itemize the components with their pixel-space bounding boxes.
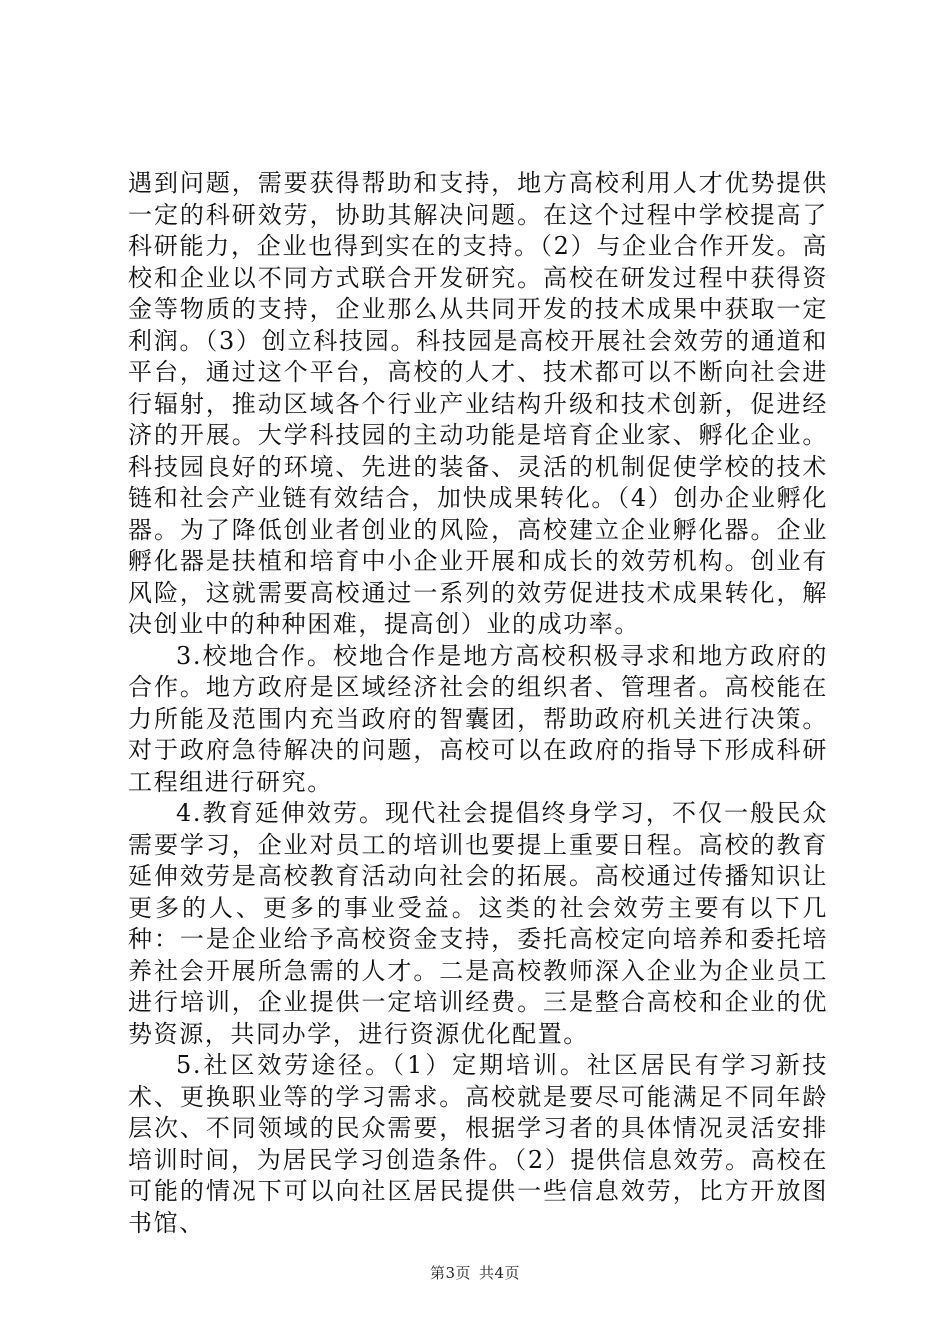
paragraph-continuation: 遇到问题，需要获得帮助和支持，地方高校利用人才优势提供一定的科研效劳，协助其解决问题。在这个过程中学校提高了科研能力，企业也得到实在的支持。（2）与企业合作开发。高校和企业以不同方式联合开发研究。高校在研发过程中获得资金等物质的支持，企业那么从共同开发的技术成果中获取一定利润。（3）创立科技园。科技园是高校开展社会效劳的通道和平台，通过这个平台，高校的人才、技术都可以不断向社会进行辐射，推动区域各个行业产业结构升级和技术创新，促进经济的开展。大学科技园的主动功能是培育企业家、孵化企业。科技园良好的环境、先进的装备、灵活的机制促使学校的技术链和社会产业链有效结合，加快成果转化。（4）创办企业孵化器。为了降低创业者创业的风险，高校建立企业孵化器。企业孵化器是扶植和培育中小企业开展和成长的效劳机构。创业有风险，这就需要高校通过一系列的效劳促进技术成果转化，解决创业中的种种困难，提高创）业的成功率。 [128,169,828,638]
document-body [128,168,828,1239]
paragraph-section-4: 4.教育延伸效劳。现代社会提倡终身学习，不仅一般民众需要学习，企业对员工的培训也要提上重要日程。高校的教育延伸效劳是高校教育活动向社会的拓展。高校通过传播知识让更多的人、更多的事业受益。这类的社会效劳主要有以下几种：一是企业给予高校资金支持，委托高校定向培养和委托培养社会开展所急需的人才。二是高校教师深入企业为企业员工进行培训，企业提供一定培训经费。三是整合高校和企业的优势资源，共同办学，进行资源优化配置。 [128,799,828,1048]
page-number: 第3页 [429,1264,471,1282]
paragraph-section-3: 3.校地合作。校地合作是地方高校积极寻求和地方政府的合作。地方政府是区域经济社会的组织者、管理者。高校能在力所能及范围内充当政府的智囊团，帮助政府机关进行决策。对于政府急待解决的问题，高校可以在政府的指导下形成科研工程组进行研究。 [128,641,828,796]
page-total: 共4页 [479,1264,521,1282]
page-footer [0,1262,950,1283]
paragraph-section-5: 5.社区效劳途径。（1）定期培训。社区居民有学习新技术、更换职业等的学习需求。高校就是要尽可能满足不同年龄层次、不同领域的民众需要，根据学习者的具体情况灵活安排培训时间，为居民学习创造条件。（2）提供信息效劳。高校在可能的情况下可以向社区居民提供一些信息效劳，比方开放图书馆、 [128,1051,828,1237]
